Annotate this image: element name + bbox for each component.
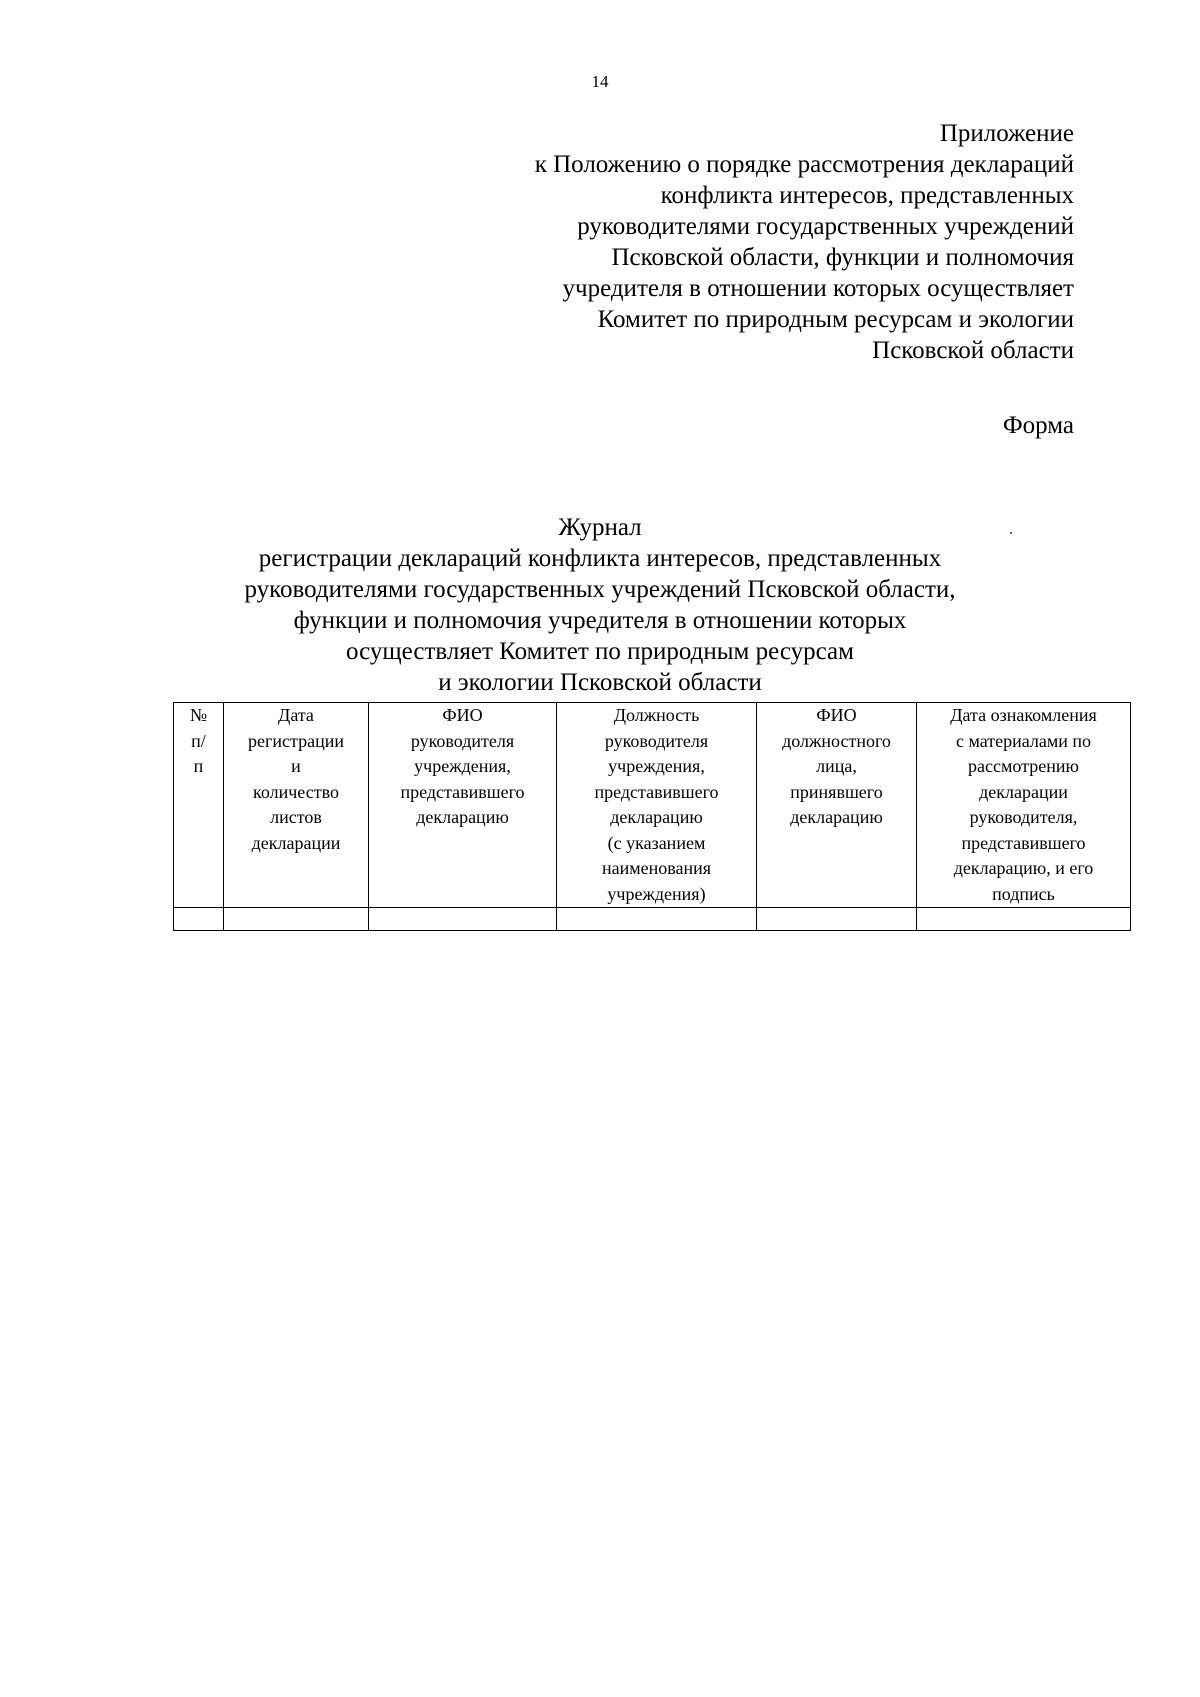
appendix-line: Псковской области, функции и полномочия xyxy=(611,244,1074,271)
journal-title-line: регистрации деклараций конфликта интересов, представленных xyxy=(258,545,942,572)
header-line: руководителя xyxy=(604,730,709,751)
column-header-number xyxy=(174,703,224,908)
header-line: декларацию xyxy=(610,807,703,827)
header-line: учреждения, xyxy=(608,756,705,776)
appendix-line: к Положению о порядке рассмотрения деклараций xyxy=(534,151,1074,178)
header-line: декларацию, и его xyxy=(953,858,1094,878)
column-header-head-position xyxy=(557,703,757,908)
journal-title-line: функции и полномочия учредителя в отношении которых xyxy=(293,607,907,634)
column-header-acquaintance-date xyxy=(917,703,1131,908)
header-line: Должность xyxy=(613,705,700,725)
table-row xyxy=(174,908,1131,931)
header-line: рассмотрению xyxy=(968,756,1079,776)
journal-title xyxy=(0,512,1200,698)
header-line: представившего xyxy=(400,781,525,802)
header-line: листов xyxy=(270,807,322,827)
header-line: представившего xyxy=(594,781,719,802)
journal-title-line: руководителями государственных учреждений Псковской области, xyxy=(244,576,956,603)
table-cell xyxy=(174,908,224,931)
header-line: № xyxy=(189,705,208,725)
header-line: декларации xyxy=(979,781,1068,802)
column-header-official-name xyxy=(757,703,917,908)
header-line: декларацию xyxy=(790,807,883,827)
header-line: и xyxy=(291,756,301,776)
header-line: декларации xyxy=(251,832,341,853)
header-line: количество xyxy=(253,781,339,802)
appendix-line: Комитет по природным ресурсам и экологии xyxy=(597,306,1074,333)
header-line: декларацию xyxy=(416,807,509,827)
appendix-line: руководителями государственных учреждений xyxy=(577,213,1074,240)
header-line: должностного xyxy=(782,730,891,751)
appendix-line: Приложение xyxy=(939,120,1074,147)
header-line: с материалами по xyxy=(955,730,1092,751)
header-line: ФИО xyxy=(816,705,857,725)
header-line: учреждения) xyxy=(607,883,706,904)
header-line: (с указанием xyxy=(607,832,706,853)
header-line: лица, xyxy=(816,756,857,776)
appendix-heading xyxy=(374,118,1074,366)
header-line: п xyxy=(193,756,204,776)
header-line: принявшего xyxy=(790,781,883,802)
header-line: регистрации xyxy=(248,730,344,751)
page-number: 14 xyxy=(591,72,609,91)
column-header-head-name xyxy=(369,703,557,908)
appendix-line: конфликта интересов, представленных xyxy=(660,182,1074,209)
table-cell xyxy=(757,908,917,931)
header-line: учреждения, xyxy=(414,756,511,776)
header-line: наименования xyxy=(601,858,712,878)
appendix-line: учредителя в отношении которых осуществляет xyxy=(562,275,1074,302)
header-line: Дата xyxy=(278,705,314,725)
column-header-registration-date xyxy=(224,703,369,908)
table-cell xyxy=(369,908,557,931)
header-line: Дата ознакомления xyxy=(950,705,1097,725)
journal-title-line: осуществляет Комитет по природным ресурсам xyxy=(346,638,854,665)
header-line: ФИО xyxy=(442,705,483,725)
header-line: представившего xyxy=(961,832,1086,853)
table-header-row xyxy=(174,703,1131,908)
form-label: Форма xyxy=(1002,412,1074,439)
table-cell xyxy=(557,908,757,931)
journal-title-line: Журнал xyxy=(558,514,642,541)
journal-title-line: и экологии Псковской области xyxy=(438,669,762,696)
header-line: подпись xyxy=(992,883,1055,904)
table-cell xyxy=(224,908,369,931)
appendix-line: Псковской области xyxy=(872,337,1074,364)
header-line: п/ xyxy=(191,730,206,751)
header-line: руководителя, xyxy=(969,807,1078,827)
header-line: руководителя xyxy=(410,730,515,751)
journal-table xyxy=(173,702,1131,931)
table-cell xyxy=(917,908,1131,931)
